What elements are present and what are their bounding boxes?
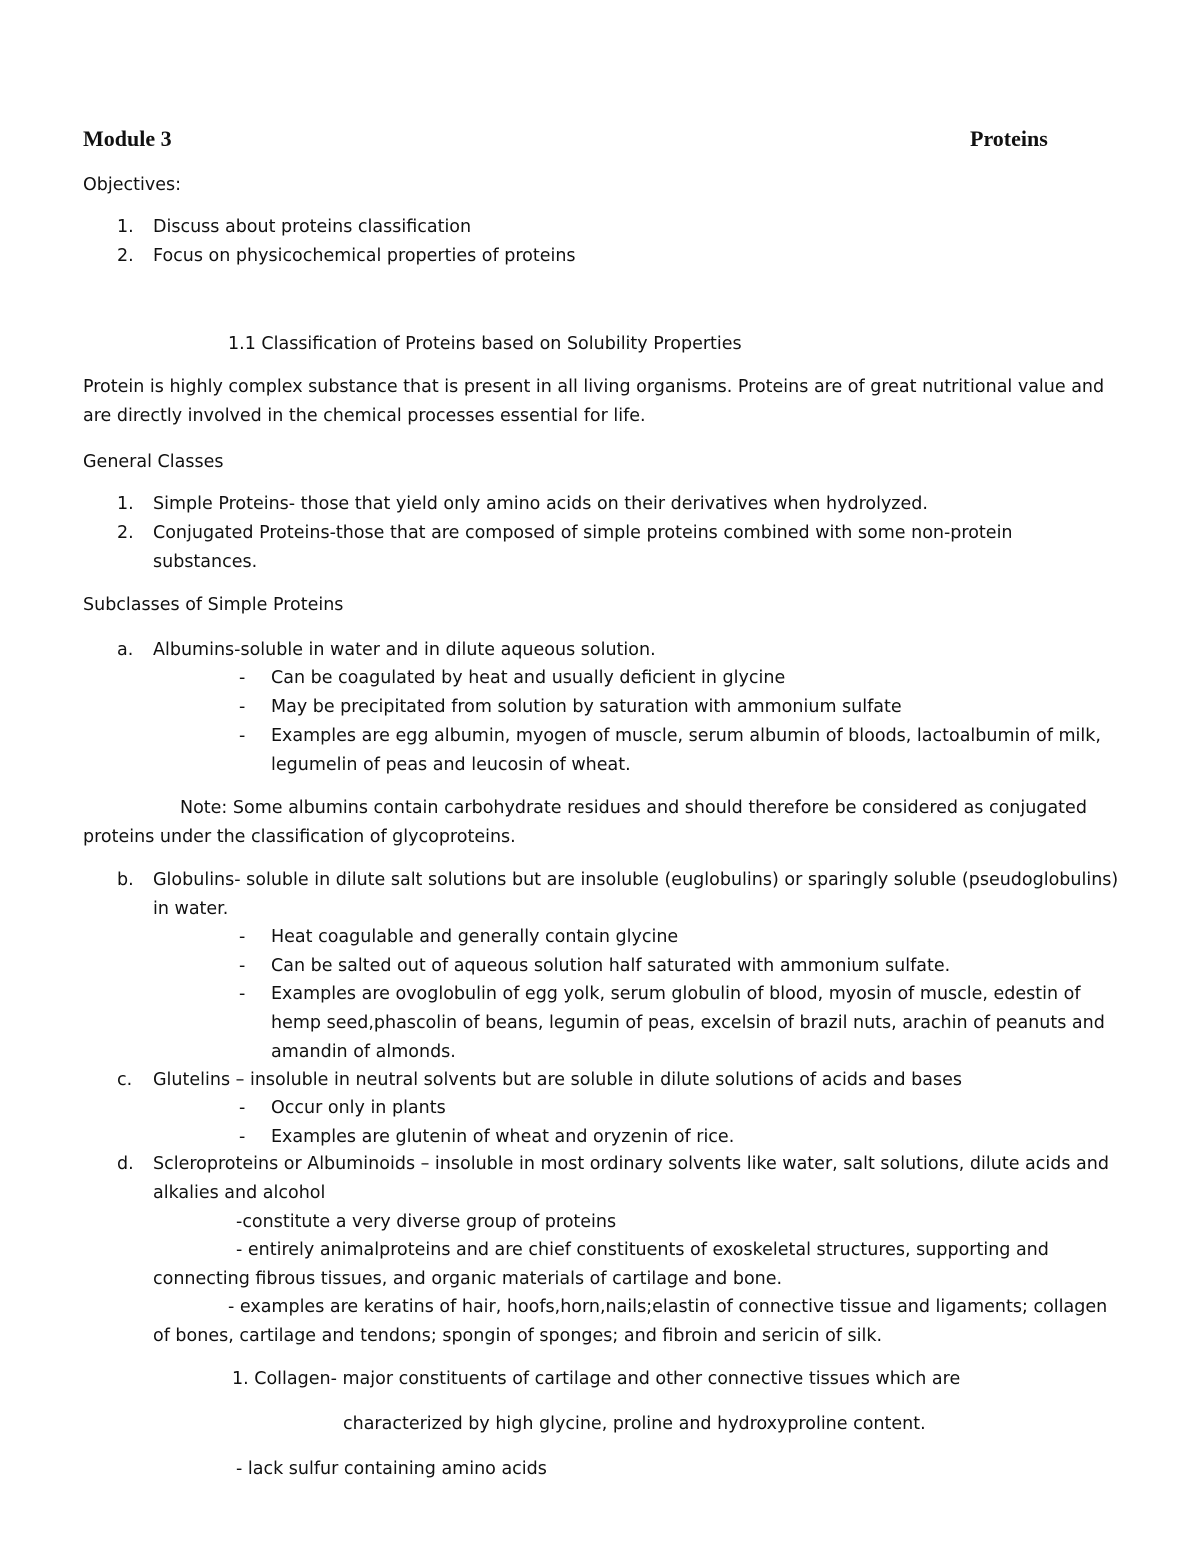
bullet-text-continued: legumelin of peas and leucosin of wheat. [271, 755, 631, 775]
bullet-text: Examples are ovoglobulin of egg yolk, serum globulin of blood, myosin of muscle, edestin of [271, 984, 1081, 1004]
subclass-glutelins: Glutelins – insoluble in neutral solvents but are soluble in dilute solutions of acids and bases [153, 1070, 963, 1090]
list-letter: b. [117, 870, 134, 890]
bullet-text-continued: amandin of almonds. [271, 1042, 456, 1062]
list-number: 2. [117, 523, 134, 543]
bullet-text: Can be salted out of aqueous solution half saturated with ammonium sulfate. [271, 956, 951, 976]
bullet-text: Occur only in plants [271, 1098, 446, 1118]
intro-line: are directly involved in the chemical processes essential for life. [83, 406, 646, 426]
detail-line: - examples are keratins of hair, hoofs,horn,nails;elastin of connective tissue and ligaments; collagen [228, 1297, 1108, 1317]
module-label: Module 3 [83, 126, 172, 151]
class-item: Conjugated Proteins-those that are composed of simple proteins combined with some non-protein [153, 523, 1013, 543]
bullet-text: May be precipitated from solution by saturation with ammonium sulfate [271, 697, 902, 717]
detail-line: -constitute a very diverse group of proteins [236, 1212, 617, 1232]
list-number: 1. [117, 494, 134, 514]
bullet-text: Heat coagulable and generally contain glycine [271, 927, 679, 947]
bullet-text: Examples are glutenin of wheat and oryzenin of rice. [271, 1127, 735, 1147]
detail-line: of bones, cartilage and tendons; spongin of sponges; and fibroin and sericin of silk. [153, 1326, 883, 1346]
bullet-dash: - [239, 927, 246, 947]
bullet-dash: - [239, 1127, 246, 1147]
collagen-line: characterized by high glycine, proline and hydroxyproline content. [343, 1414, 926, 1434]
collagen-line: 1. Collagen- major constituents of cartilage and other connective tissues which are [232, 1369, 961, 1389]
bullet-dash: - [239, 984, 246, 1004]
bullet-dash: - [239, 668, 246, 688]
objectives-heading: Objectives: [83, 175, 181, 195]
class-item: Simple Proteins- those that yield only amino acids on their derivatives when hydrolyzed. [153, 494, 928, 514]
bullet-dash: - [239, 956, 246, 976]
note-line: proteins under the classification of glycoproteins. [83, 827, 516, 847]
subclass-scleroproteins-continued: alkalies and alcohol [153, 1183, 326, 1203]
subclass-globulins-continued: in water. [153, 899, 229, 919]
class-item-continued: substances. [153, 552, 258, 572]
subclass-albumins: Albumins-soluble in water and in dilute aqueous solution. [153, 640, 656, 660]
list-letter: a. [117, 640, 134, 660]
objective-item: Discuss about proteins classification [153, 217, 472, 237]
collagen-line: - lack sulfur containing amino acids [236, 1459, 547, 1479]
subclasses-heading: Subclasses of Simple Proteins [83, 595, 344, 615]
objective-item: Focus on physicochemical properties of proteins [153, 246, 576, 266]
detail-line: connecting fibrous tissues, and organic materials of cartilage and bone. [153, 1269, 783, 1289]
detail-line: - entirely animalproteins and are chief constituents of exoskeletal structures, supporting and [236, 1240, 1049, 1260]
note-line: Note: Some albumins contain carbohydrate residues and should therefore be considered as conjugated [180, 798, 1087, 818]
subclass-scleroproteins: Scleroproteins or Albuminoids – insoluble in most ordinary solvents like water, salt solutions, dilute acids and [153, 1154, 1109, 1174]
bullet-dash: - [239, 726, 246, 746]
list-number: 1. [117, 217, 134, 237]
bullet-text-continued: hemp seed,phascolin of beans, legumin of peas, excelsin of brazil nuts, arachin of peanuts and [271, 1013, 1105, 1033]
general-classes-heading: General Classes [83, 452, 224, 472]
bullet-text: Can be coagulated by heat and usually deficient in glycine [271, 668, 786, 688]
list-letter: c. [117, 1070, 133, 1090]
section-title: 1.1 Classification of Proteins based on Solubility Properties [228, 334, 742, 354]
subclass-globulins: Globulins- soluble in dilute salt solutions but are insoluble (euglobulins) or sparingly soluble (pseudoglobulins) [153, 870, 1119, 890]
topic-title: Proteins [970, 126, 1048, 151]
intro-line: Protein is highly complex substance that is present in all living organisms. Proteins are of great nutritional value and [83, 377, 1105, 397]
bullet-dash: - [239, 697, 246, 717]
list-number: 2. [117, 246, 134, 266]
list-letter: d. [117, 1154, 134, 1174]
bullet-text: Examples are egg albumin, myogen of muscle, serum albumin of bloods, lactoalbumin of milk, [271, 726, 1101, 746]
bullet-dash: - [239, 1098, 246, 1118]
